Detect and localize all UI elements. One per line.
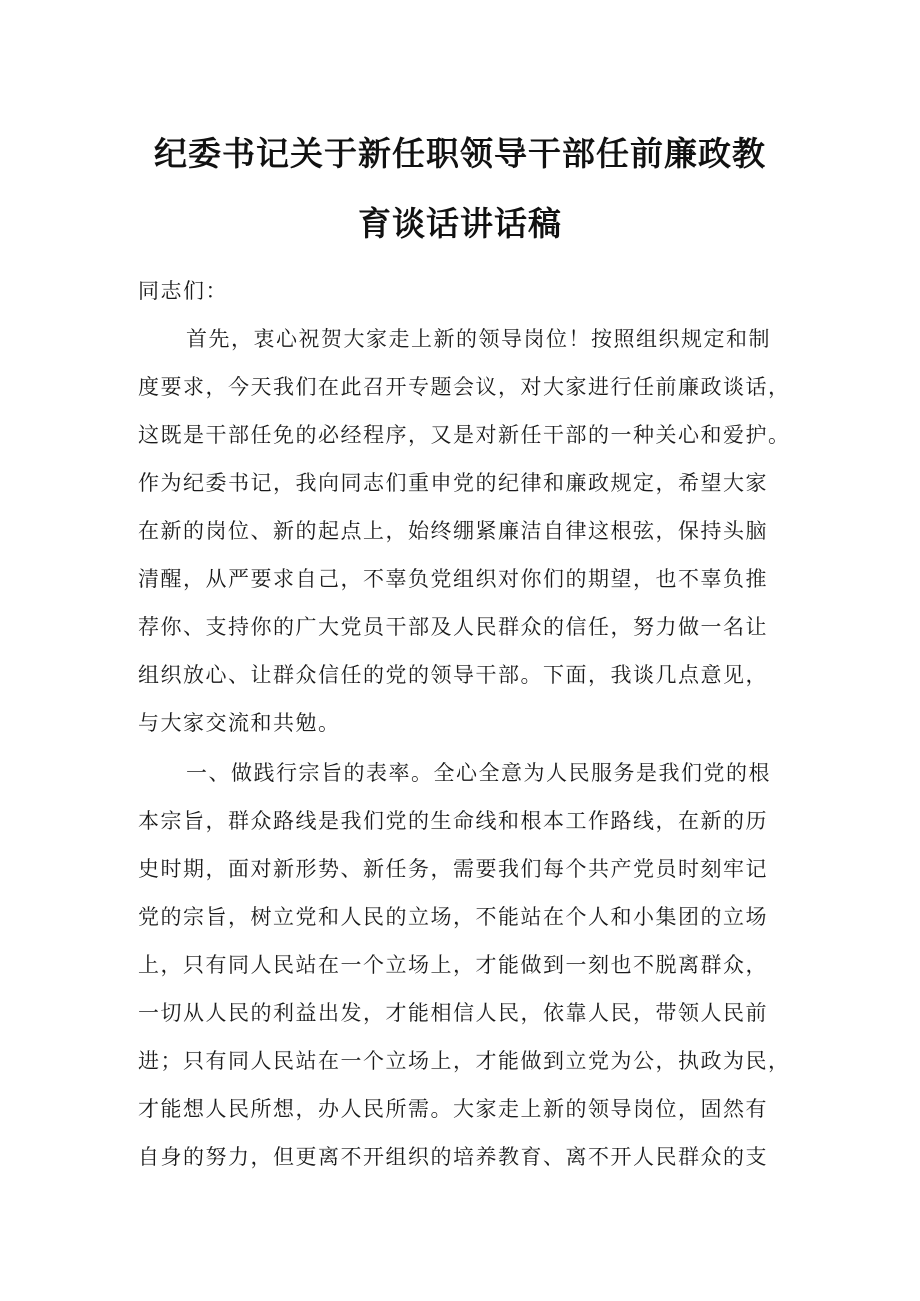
paragraph-1-line-3: 这既是干部任免的必经程序，又是对新任干部的一种关心和爱护。 — [138, 423, 791, 447]
paragraph-1-line-5: 在新的岗位、新的起点上，始终绷紧廉洁自律这根弦，保持头脑 — [138, 519, 768, 543]
paragraph-2-line-3: 史时期，面对新形势、新任务，需要我们每个共产党员时刻牢记 — [138, 857, 768, 881]
paragraph-2-line-4: 党的宗旨，树立党和人民的立场，不能站在个人和小集团的立场 — [138, 905, 768, 929]
paragraph-2-line-1: 一、做践行宗旨的表率。全心全意为人民服务是我们党的根 — [186, 761, 771, 785]
paragraph-2-line-7: 进；只有同人民站在一个立场上，才能做到立党为公，执政为民， — [138, 1049, 791, 1073]
paragraph-1-line-7: 荐你、支持你的广大党员干部及人民群众的信任，努力做一名让 — [138, 615, 768, 639]
paragraph-1-line-6: 清醒，从严要求自己，不辜负党组织对你们的期望，也不辜负推 — [138, 567, 768, 591]
paragraph-1-line-9: 与大家交流和共勉。 — [138, 711, 341, 735]
paragraph-2-line-6: 一切从人民的利益出发，才能相信人民，依靠人民，带领人民前 — [138, 1001, 768, 1025]
salutation: 同志们： — [138, 279, 228, 303]
paragraph-1-line-1: 首先，衷心祝贺大家走上新的领导岗位！按照组织规定和制 — [186, 327, 771, 351]
paragraph-2-line-5: 上，只有同人民站在一个立场上，才能做到一刻也不脱离群众， — [138, 953, 768, 977]
paragraph-1-line-2: 度要求，今天我们在此召开专题会议，对大家进行任前廉政谈话， — [138, 375, 791, 399]
paragraph-1-line-8: 组织放心、让群众信任的党的领导干部。下面，我谈几点意见， — [138, 663, 768, 687]
paragraph-1-line-4: 作为纪委书记，我向同志们重申党的纪律和廉政规定，希望大家 — [138, 471, 768, 495]
paragraph-2-line-2: 本宗旨，群众路线是我们党的生命线和根本工作路线，在新的历 — [138, 809, 768, 833]
document-title-line-1: 纪委书记关于新任职领导干部任前廉政教 — [154, 134, 766, 173]
paragraph-2-line-8: 才能想人民所想，办人民所需。大家走上新的领导岗位，固然有 — [138, 1097, 768, 1121]
paragraph-2-line-9: 自身的努力，但更离不开组织的培养教育、离不开人民群众的支 — [138, 1145, 768, 1169]
document-title-line-2: 育谈话讲话稿 — [358, 204, 562, 243]
